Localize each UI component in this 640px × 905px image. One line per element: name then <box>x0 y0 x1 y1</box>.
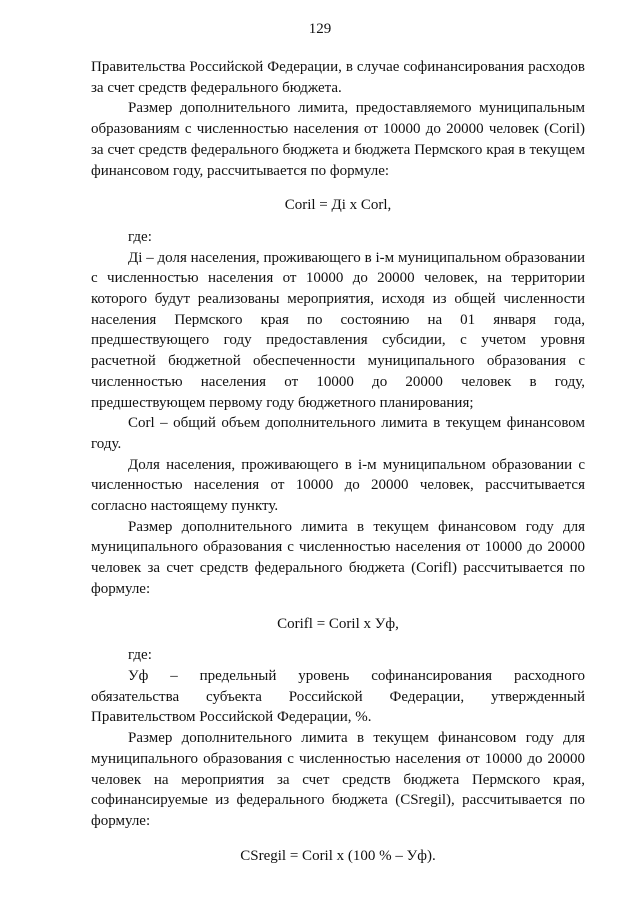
where-label: где: <box>128 228 152 245</box>
where-label: где: <box>128 647 152 664</box>
paragraph-uf-definition: Уф – предельный уровень софинансирования расходного обязательства субъекта Российской Федерации, утвержденный Правительством Российской Федерации, %. <box>91 667 585 726</box>
paragraph-continuation: Правительства Российской Федерации, в случае софинансирования расходов за счет средств федерального бюджета. <box>91 59 585 96</box>
paragraph-coril-definition: Размер дополнительного лимита, предоставляемого муниципальным образованиям с численностью населения от 10000 до 20000 человек (Coril) за счет средств федерального бюджета и бюджета Пермского края в текущем финансовом году, рассчитывается по формуле: <box>91 100 585 179</box>
paragraph-corl-definition: Corl – общий объем дополнительного лимита в текущем финансовом году. <box>91 415 585 452</box>
paragraph-corifl-definition: Размер дополнительного лимита в текущем финансовом году для муниципального образования с численностью населения от 10000 до 20000 человек за счет средств федерального бюджета (Corifl) рассчитывается по формуле: <box>91 518 585 597</box>
formula-corifl: Corifl = Coril х Уф, <box>277 615 399 632</box>
paragraph-population-share: Доля населения, проживающего в i-м муниципальном образовании с численностью населения от 10000 до 20000 человек, рассчитывается согласно настоящему пункту. <box>91 456 585 515</box>
paragraph-di-definition: Дi – доля населения, проживающего в i-м муниципальном образовании с численностью населения от 10000 до 20000 человек, на территории которого будут реализованы мероприятия, исходя из общей численности населения Пермского края по состоянию на 01 января года, предшествующего году предоставления субсидии, с учетом уровня расчетной бюджетной обеспеченности муниципального образования с численностью населения от 10000 до 20000 человек в году, предшествующем первому году бюджетного планирования; <box>91 249 585 411</box>
formula-coril: Coril = Дi х Corl, <box>284 197 392 214</box>
page-number: 129 <box>308 21 332 37</box>
formula-csregil: CSregil = Coril х (100 % – Уф). <box>240 847 436 864</box>
paragraph-csregil-definition: Размер дополнительного лимита в текущем финансовом году для муниципального образования с численностью населения от 10000 до 20000 человек на мероприятия за счет средств бюджета Пермского края, софинансируемые из федерального бюджета (CSregil), рассчитывается по формуле: <box>91 730 585 829</box>
document-body <box>91 57 585 866</box>
